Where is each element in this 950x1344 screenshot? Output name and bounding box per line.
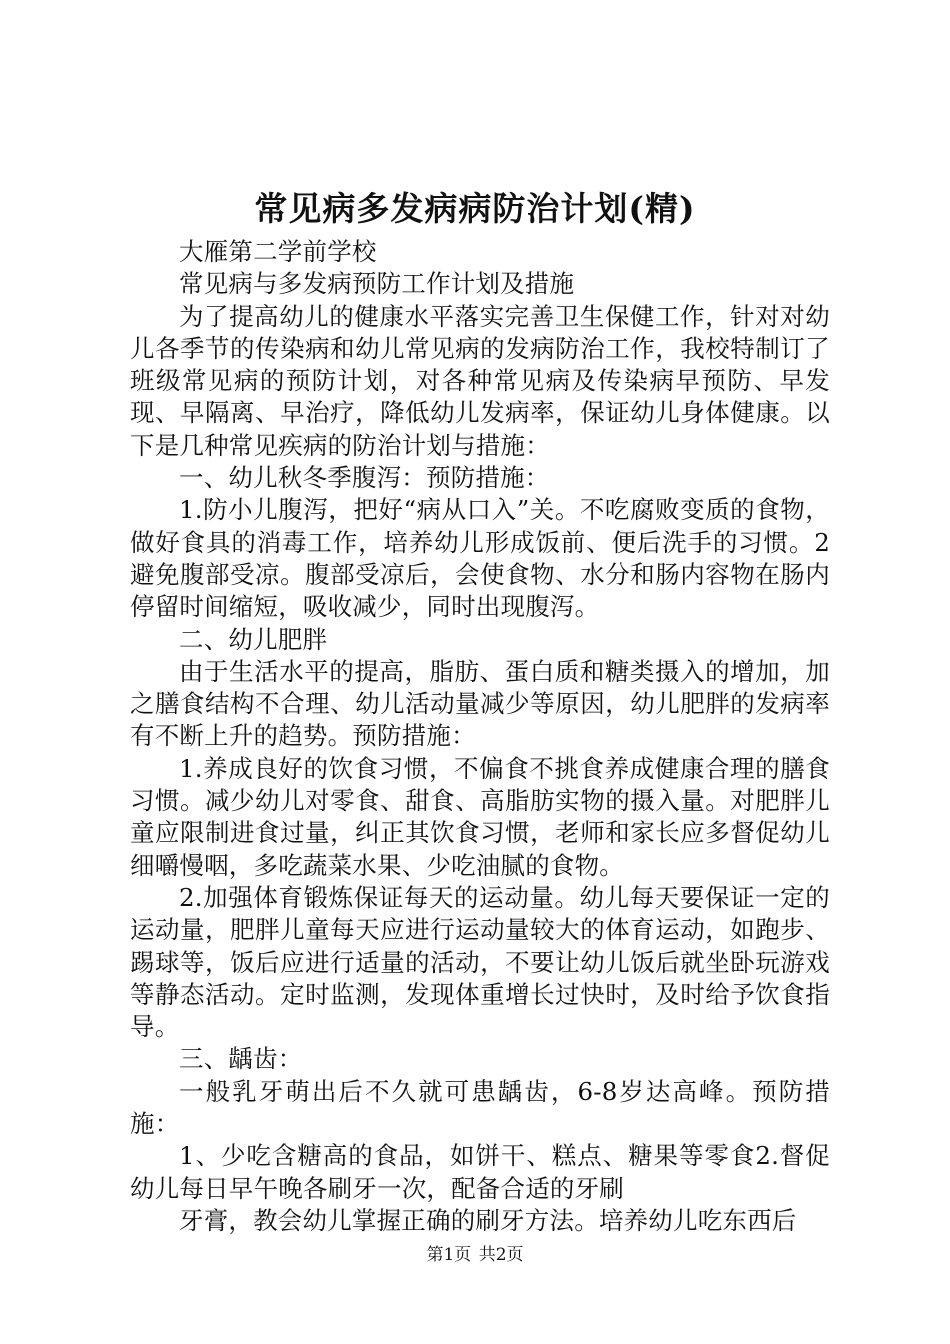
paragraph-caries-continued: 牙膏，教会幼儿掌握正确的刷牙方法。培养幼儿吃东西后: [179, 1205, 797, 1235]
paragraph-caries-intro: 一般乳牙萌出后不久就可患龋齿，6-8岁达高峰。预防措施：: [130, 1076, 830, 1139]
document-body: [130, 236, 830, 1237]
paragraph-caries-measure-1: 1、少吃含糖高的食品，如饼干、糕点、糖果等零食2.督促幼儿每日早午晚各刷牙一次，配备合适的牙刷: [130, 1141, 830, 1203]
page-number-footer: 第1页 共2页: [426, 1245, 524, 1265]
paragraph-obesity-intro: 由于生活水平的提高，脂肪、蛋白质和糖类摄入的增加，加之膳食结构不合理、幼儿活动量减少等原因，幼儿肥胖的发病率有不断上升的趋势。预防措施：: [130, 656, 830, 751]
plan-subtitle: 常见病与多发病预防工作计划及措施: [179, 269, 575, 299]
paragraph-obesity-measure-2: 2.加强体育锻炼保证每天的运动量。幼儿每天要保证一定的运动量，肥胖儿童每天应进行运动量较大的体育运动，如跑步、踢球等，饭后应进行适量的活动，不要让幼儿饭后就坐卧玩游戏等静态活动。定时监测，发现体重增长过快时，及时给予饮食指导。: [130, 882, 830, 1042]
section-heading-caries: 三、龋齿：: [179, 1044, 303, 1074]
document-title: 常见病多发病病防治计划(精): [254, 189, 696, 228]
section-heading-diarrhea: 一、幼儿秋冬季腹泻：预防措施：: [179, 463, 550, 493]
paragraph-diarrhea-measures: 1.防小儿腹泻，把好“病从口入”关。不吃腐败变质的食物，做好食具的消毒工作，培养幼儿形成饭前、便后洗手的习惯。2避免腹部受凉。腹部受凉后，会使食物、水分和肠内容物在肠内停留时间缩短，吸收减少，同时出现腹泻。: [130, 495, 830, 622]
section-heading-obesity: 二、幼儿肥胖: [179, 624, 328, 654]
paragraph-obesity-measure-1: 1.养成良好的饮食习惯，不偏食不挑食养成健康合理的膳食习惯。减少幼儿对零食、甜食、高脂肪实物的摄入量。对肥胖儿童应限制进食过量，纠正其饮食习惯，老师和家长应多督促幼儿细嚼慢咽，多吃蔬菜水果、少吃油腻的食物。: [130, 753, 830, 880]
intro-paragraph: 为了提高幼儿的健康水平落实完善卫生保健工作，针对对幼儿各季节的传染病和幼儿常见病的发病防治工作，我校特制订了班级常见病的预防计划，对各种常见病及传染病早预防、早发现、早隔离、早治疗，降低幼儿发病率，保证幼儿身体健康。以下是几种常见疾病的防治计划与措施：: [130, 301, 830, 460]
school-name: 大雁第二学前学校: [179, 237, 377, 266]
